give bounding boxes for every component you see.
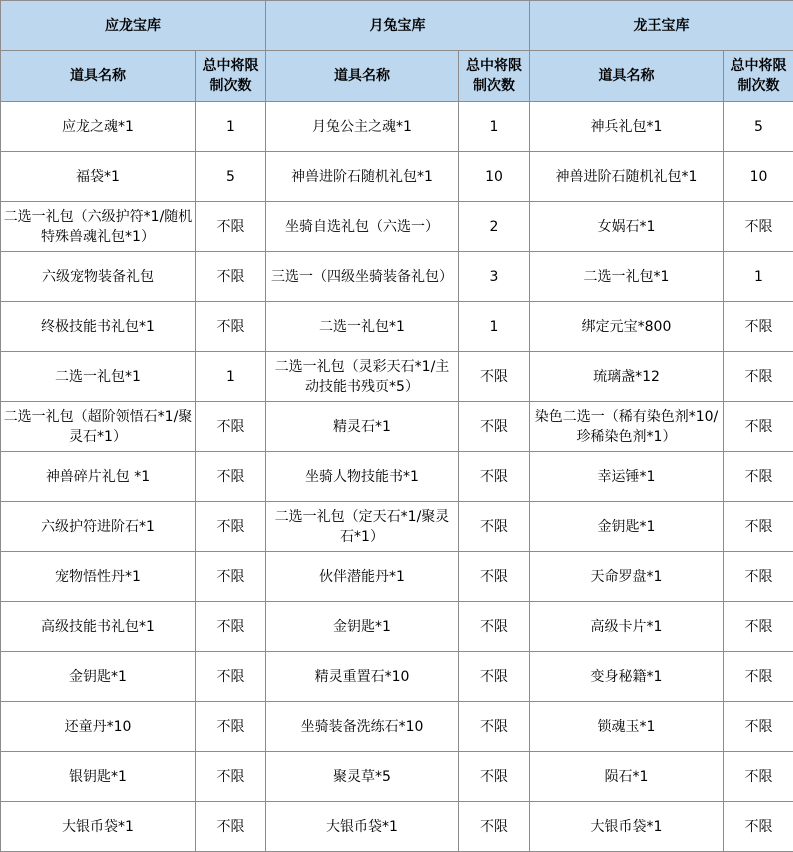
item-name-cell: 大银币袋*1	[530, 802, 724, 852]
item-name-cell: 天命罗盘*1	[530, 552, 724, 602]
draw-limit-cell: 不限	[196, 202, 266, 252]
column-header-item-name: 道具名称	[1, 51, 196, 102]
draw-limit-cell: 2	[459, 202, 530, 252]
item-name-cell: 还童丹*10	[1, 702, 196, 752]
item-name-cell: 二选一礼包*1	[530, 252, 724, 302]
table-row	[1, 202, 793, 252]
item-name-cell: 高级技能书礼包*1	[1, 602, 196, 652]
draw-limit-cell: 不限	[196, 802, 266, 852]
item-name-cell: 金钥匙*1	[266, 602, 459, 652]
draw-limit-cell: 不限	[459, 352, 530, 402]
vault-header-row	[1, 1, 793, 51]
item-name-cell: 变身秘籍*1	[530, 652, 724, 702]
table-row	[1, 452, 793, 502]
draw-limit-cell: 1	[196, 102, 266, 152]
draw-limit-cell: 不限	[724, 302, 793, 352]
draw-limit-cell: 10	[459, 152, 530, 202]
draw-limit-cell: 不限	[459, 652, 530, 702]
item-name-cell: 二选一礼包（六级护符*1/随机特殊兽魂礼包*1）	[1, 202, 196, 252]
draw-limit-cell: 不限	[196, 452, 266, 502]
column-header-limit: 总中将限制次数	[724, 51, 793, 102]
draw-limit-cell: 不限	[724, 502, 793, 552]
draw-limit-cell: 不限	[196, 752, 266, 802]
draw-limit-cell: 不限	[196, 502, 266, 552]
item-name-cell: 宠物悟性丹*1	[1, 552, 196, 602]
vault-title-yuetu: 月兔宝库	[266, 1, 530, 51]
draw-limit-cell: 不限	[459, 802, 530, 852]
column-header-row	[1, 51, 793, 102]
item-name-cell: 应龙之魂*1	[1, 102, 196, 152]
table-row	[1, 402, 793, 452]
table-row	[1, 502, 793, 552]
item-name-cell: 二选一礼包（超阶领悟石*1/聚灵石*1）	[1, 402, 196, 452]
item-name-cell: 琉璃盏*12	[530, 352, 724, 402]
table-row	[1, 152, 793, 202]
item-name-cell: 二选一礼包（灵彩天石*1/主动技能书残页*5）	[266, 352, 459, 402]
item-name-cell: 神兽碎片礼包 *1	[1, 452, 196, 502]
table-row	[1, 652, 793, 702]
table-row	[1, 552, 793, 602]
table-row	[1, 302, 793, 352]
draw-limit-cell: 不限	[459, 502, 530, 552]
column-header-limit: 总中将限制次数	[196, 51, 266, 102]
draw-limit-cell: 不限	[196, 402, 266, 452]
item-name-cell: 银钥匙*1	[1, 752, 196, 802]
draw-limit-cell: 不限	[459, 402, 530, 452]
draw-limit-cell: 不限	[724, 202, 793, 252]
item-name-cell: 福袋*1	[1, 152, 196, 202]
draw-limit-cell: 不限	[196, 302, 266, 352]
item-name-cell: 染色二选一（稀有染色剂*10/珍稀染色剂*1）	[530, 402, 724, 452]
item-name-cell: 六级宠物装备礼包	[1, 252, 196, 302]
item-name-cell: 神兵礼包*1	[530, 102, 724, 152]
draw-limit-cell: 不限	[196, 702, 266, 752]
draw-limit-cell: 不限	[459, 602, 530, 652]
draw-limit-cell: 不限	[724, 652, 793, 702]
draw-limit-cell: 不限	[724, 402, 793, 452]
item-name-cell: 二选一礼包*1	[1, 352, 196, 402]
draw-limit-cell: 1	[196, 352, 266, 402]
item-name-cell: 神兽进阶石随机礼包*1	[530, 152, 724, 202]
draw-limit-cell: 不限	[459, 452, 530, 502]
table-row	[1, 102, 793, 152]
item-name-cell: 金钥匙*1	[530, 502, 724, 552]
draw-limit-cell: 5	[724, 102, 793, 152]
table-row	[1, 802, 793, 852]
table-row	[1, 752, 793, 802]
draw-limit-cell: 不限	[459, 552, 530, 602]
table-body	[1, 102, 793, 852]
table-row	[1, 702, 793, 752]
item-name-cell: 二选一礼包*1	[266, 302, 459, 352]
draw-limit-cell: 不限	[724, 352, 793, 402]
column-header-limit: 总中将限制次数	[459, 51, 530, 102]
item-name-cell: 大银币袋*1	[266, 802, 459, 852]
item-name-cell: 三选一（四级坐骑装备礼包）	[266, 252, 459, 302]
item-name-cell: 精灵石*1	[266, 402, 459, 452]
table-row	[1, 352, 793, 402]
draw-limit-cell: 1	[459, 302, 530, 352]
item-name-cell: 二选一礼包（定天石*1/聚灵石*1）	[266, 502, 459, 552]
item-name-cell: 大银币袋*1	[1, 802, 196, 852]
draw-limit-cell: 不限	[459, 752, 530, 802]
draw-limit-cell: 10	[724, 152, 793, 202]
draw-limit-cell: 不限	[724, 702, 793, 752]
draw-limit-cell: 1	[459, 102, 530, 152]
item-name-cell: 金钥匙*1	[1, 652, 196, 702]
item-name-cell: 陨石*1	[530, 752, 724, 802]
item-name-cell: 月兔公主之魂*1	[266, 102, 459, 152]
draw-limit-cell: 不限	[724, 552, 793, 602]
draw-limit-cell: 不限	[724, 452, 793, 502]
draw-limit-cell: 不限	[459, 702, 530, 752]
item-name-cell: 六级护符进阶石*1	[1, 502, 196, 552]
item-name-cell: 伙伴潜能丹*1	[266, 552, 459, 602]
item-name-cell: 神兽进阶石随机礼包*1	[266, 152, 459, 202]
draw-limit-cell: 不限	[196, 252, 266, 302]
draw-limit-cell: 3	[459, 252, 530, 302]
item-name-cell: 幸运锤*1	[530, 452, 724, 502]
draw-limit-cell: 不限	[724, 802, 793, 852]
draw-limit-cell: 5	[196, 152, 266, 202]
draw-limit-cell: 1	[724, 252, 793, 302]
draw-limit-cell: 不限	[196, 602, 266, 652]
item-name-cell: 锁魂玉*1	[530, 702, 724, 752]
column-header-item-name: 道具名称	[530, 51, 724, 102]
item-name-cell: 聚灵草*5	[266, 752, 459, 802]
column-header-item-name: 道具名称	[266, 51, 459, 102]
item-name-cell: 女娲石*1	[530, 202, 724, 252]
item-name-cell: 高级卡片*1	[530, 602, 724, 652]
item-name-cell: 坐骑装备洗练石*10	[266, 702, 459, 752]
draw-limit-cell: 不限	[724, 602, 793, 652]
item-name-cell: 绑定元宝*800	[530, 302, 724, 352]
item-name-cell: 坐骑自选礼包（六选一）	[266, 202, 459, 252]
vault-title-yinglong: 应龙宝库	[1, 1, 266, 51]
item-name-cell: 精灵重置石*10	[266, 652, 459, 702]
draw-limit-cell: 不限	[196, 652, 266, 702]
item-name-cell: 终极技能书礼包*1	[1, 302, 196, 352]
draw-limit-cell: 不限	[196, 552, 266, 602]
vault-title-longwang: 龙王宝库	[530, 1, 793, 51]
item-name-cell: 坐骑人物技能书*1	[266, 452, 459, 502]
draw-limit-cell: 不限	[724, 752, 793, 802]
table-row	[1, 602, 793, 652]
table-row	[1, 252, 793, 302]
